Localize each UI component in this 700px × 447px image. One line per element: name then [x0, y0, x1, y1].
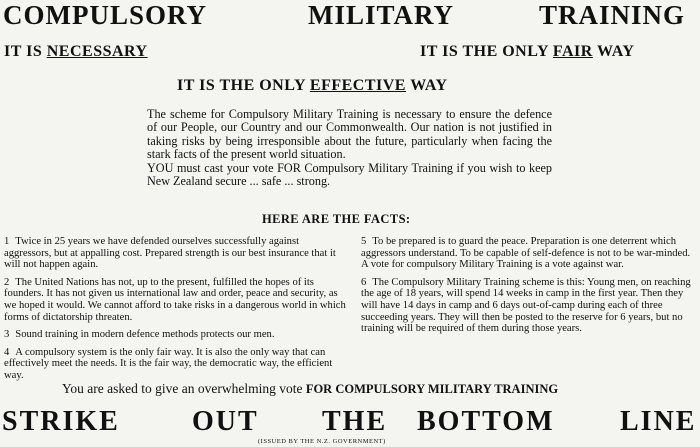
banner-word-military: MILITARY [308, 0, 455, 30]
fact-number: 1 [4, 236, 10, 247]
fact-text: The Compulsory Military Training scheme is this: Young men, on reaching the age of 18 years, will spend 14 weeks in camp in the first year. Then they will have 14 days in camp and 6 days out-of-camp during each of three succeeding years. They will then be posted to the reserve for 6 years, but no training will be required of them during those years. [361, 276, 691, 335]
fact-item [4, 329, 349, 341]
fact-item [4, 236, 349, 271]
fact-item [4, 347, 349, 382]
slogan-fair-suffix: WAY [597, 43, 635, 60]
footer-word-bottom: BOTTOM [417, 406, 555, 437]
intro-paragraph: The scheme for Compulsory Military Training is necessary to ensure the defence of our People, our Country and our Commonwealth. Our nation is not justified in taking risks by being irresponsible about the future, particularly when facing the stark facts of the present world situation. [147, 107, 552, 162]
fact-text: A compulsory system is the only fair way. It is also the only way that can effectively meet the needs. It is the fair way, the democratic way, the efficient way. [4, 346, 333, 381]
slogan-fair [420, 43, 634, 61]
intro-call-to-vote: YOU must cast your vote FOR Compulsory Military Training if you wish to keep New Zealand secure ... safe ... strong. [147, 160, 552, 189]
fact-number: 2 [4, 276, 10, 288]
slogan-effective-emphasis: EFFECTIVE [309, 77, 406, 94]
vote-request-emphasis: FOR COMPULSORY MILITARY TRAINING [305, 382, 559, 396]
fact-number: 3 [4, 329, 10, 341]
slogan-necessary-emphasis: NECESSARY [46, 43, 148, 60]
intro-block [147, 108, 552, 188]
fact-text: Twice in 25 years we have defended ourselves successfully against aggressors, but at appalling cost. Prepared strength is our best insurance that it will not happen again. [4, 236, 336, 271]
fact-number: 4 [4, 346, 10, 358]
banner-word-training: TRAINING [539, 0, 686, 30]
footer-word-strike: STRIKE [2, 406, 120, 437]
footer-word-out: OUT [192, 406, 259, 437]
slogan-necessary [4, 43, 148, 61]
fact-text: The United Nations has not, up to the present, fulfilled the hopes of its founders. It has not given us international law and order, peace and security, as we hoped it would. We cannot afford to take risks in a dangerous world in which forms of dictatorship threaten. [4, 276, 346, 323]
fact-item [361, 236, 696, 271]
slogan-effective-suffix: WAY [410, 77, 448, 94]
fact-number: 5 [361, 236, 367, 247]
banner-word-compulsory: COMPULSORY [3, 0, 208, 30]
slogan-necessary-prefix: IT IS [4, 43, 43, 60]
fact-item [361, 277, 696, 335]
slogan-effective-prefix: IT IS THE ONLY [177, 77, 306, 94]
slogan-effective [177, 77, 448, 95]
fact-number: 6 [361, 276, 367, 288]
fact-text: Sound training in modern defence methods protects our men. [15, 329, 275, 341]
vote-request-lead: You are asked to give an overwhelming vote [62, 381, 303, 396]
issued-by-note: (ISSUED BY THE N.Z. GOVERNMENT) [258, 438, 386, 445]
footer-word-the: THE [322, 406, 388, 437]
vote-request [62, 381, 558, 397]
footer-word-line: LINE [620, 406, 697, 437]
fact-text: To be prepared is to guard the peace. Preparation is one deterrent which aggressors understand. To be capable of self-defence is not to be war-minded. A vote for compulsory Military Training is a vote against war. [361, 236, 691, 271]
slogan-fair-emphasis: FAIR [552, 43, 593, 60]
facts-heading: HERE ARE THE FACTS: [262, 212, 411, 226]
slogan-fair-prefix: IT IS THE ONLY [420, 43, 549, 60]
facts-right-column [361, 236, 696, 341]
facts-left-column [4, 236, 349, 388]
fact-item [4, 277, 349, 323]
